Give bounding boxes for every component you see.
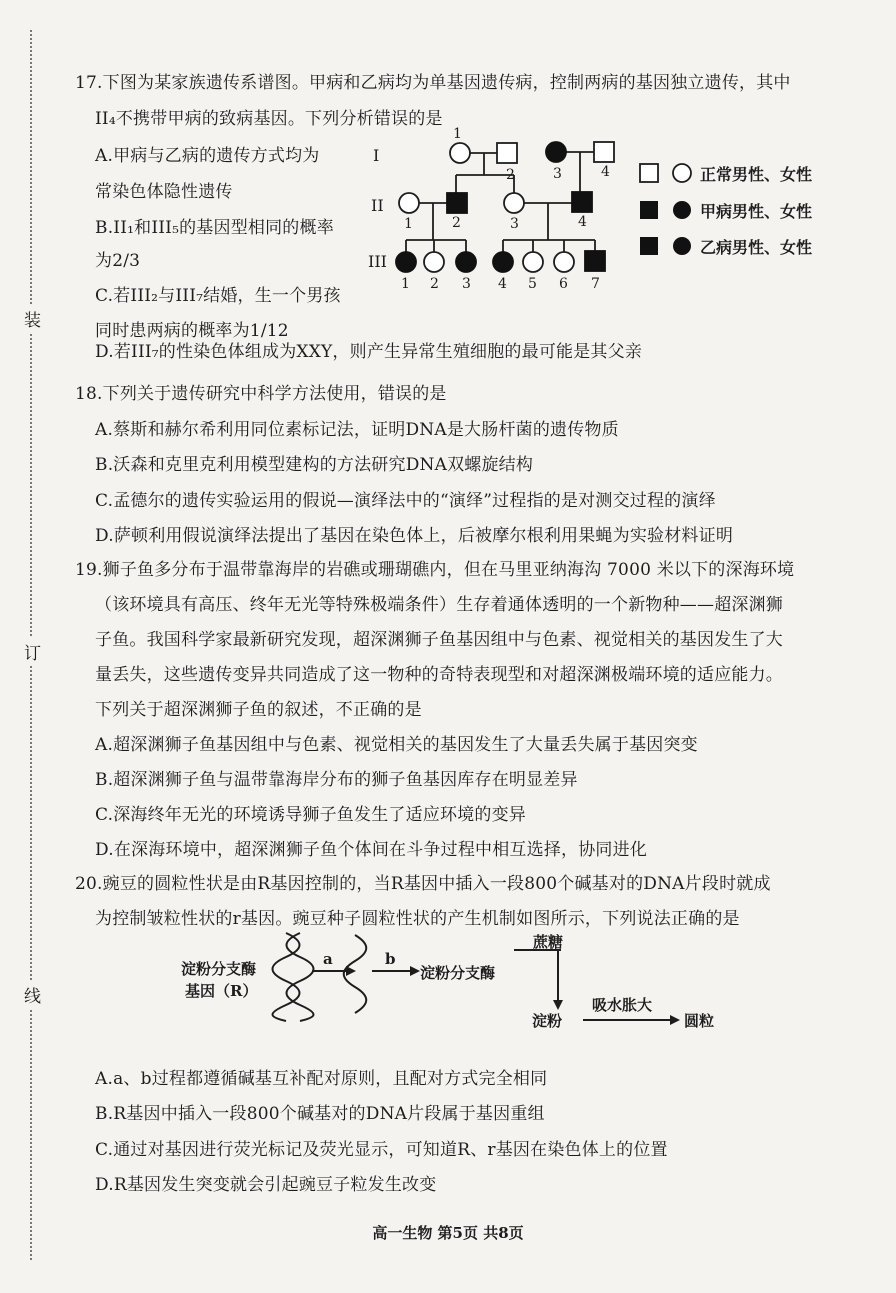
legend-yi-label: 乙病男性、女性: [700, 238, 813, 257]
q18-option-c: C.孟德尔的遗传实验运用的假说—演绎法中的“演绎”过程指的是对测交过程的演绎: [95, 491, 716, 511]
q17-option-b-line-1: B.II₁和III₅的基因型相同的概率: [95, 218, 334, 238]
pedigree-gen-I: I: [373, 146, 380, 165]
pedigree-I-num-4: 4: [601, 164, 610, 180]
q17-option-b-line-2: 为2/3: [95, 251, 141, 271]
pedigree-I-num-3: 3: [553, 166, 562, 182]
page-footer: 高一生物 第5页 共8页: [372, 1224, 524, 1242]
pedigree-III-num-1: 1: [401, 276, 410, 292]
diagram-gene-label-line-2: 基因（R）: [185, 982, 258, 1000]
pedigree-III-num-5: 5: [528, 276, 537, 292]
q18-option-d: D.萨顿利用假说演绎法提出了基因在染色体上，后被摩尔根利用果蝇为实验材料证明: [95, 526, 734, 546]
q17-option-a-line-1: A.甲病与乙病的遗传方式均为: [95, 146, 320, 166]
q19-option-a: A.超深渊狮子鱼基因组中与色素、视觉相关的基因发生了大量丢失属于基因突变: [95, 735, 698, 755]
q19-option-b: B.超深渊狮子鱼与温带靠海岸分布的狮子鱼基因库存在明显差异: [95, 770, 578, 790]
q18-stem: 18.下列关于遗传研究中科学方法使用，错误的是: [75, 384, 447, 404]
legend-jia-label: 甲病男性、女性: [700, 202, 813, 221]
pedigree-III-num-3: 3: [462, 276, 471, 292]
pedigree-II-num-1: 1: [404, 216, 413, 232]
diagram-sucrose: 蔗糖: [533, 933, 564, 951]
pedigree-II-num-2: 2: [452, 215, 461, 231]
q17-stem-line-1: 17.下图为某家族遗传系谱图。甲病和乙病均为单基因遗传病，控制两病的基因独立遗传，其中: [75, 73, 791, 93]
q20-stem-line-1: 20.豌豆的圆粒性状是由R基因控制的，当R基因中插入一段800个碱基对的DNA片段时就成: [75, 874, 771, 894]
pedigree-III-num-4: 4: [498, 276, 507, 292]
pedigree-II-num-3: 3: [510, 216, 519, 232]
q20-option-a: A.a、b过程都遵循碱基互补配对原则，且配对方式完全相同: [95, 1069, 548, 1089]
q17-stem-line-2: II₄不携带甲病的致病基因。下列分析错误的是: [95, 109, 443, 129]
pedigree-I-num-1: 1: [453, 126, 462, 142]
diagram-swell: 吸水胀大: [592, 996, 653, 1014]
pedigree-III-num-6: 6: [559, 276, 568, 292]
pedigree-gen-III: III: [368, 252, 387, 271]
q18-option-a: A.蔡斯和赫尔希利用同位素标记法，证明DNA是大肠杆菌的遗传物质: [95, 420, 619, 440]
q20-option-d: D.R基因发生突变就会引起豌豆子粒发生改变: [95, 1175, 437, 1195]
pedigree-II-num-4: 4: [578, 214, 587, 230]
q19-option-c: C.深海终年无光的环境诱导狮子鱼发生了适应环境的变异: [95, 805, 527, 825]
margin-char-zhuang: 装: [24, 304, 41, 333]
q20-option-b: B.R基因中插入一段800个碱基对的DNA片段属于基因重组: [95, 1104, 545, 1124]
pedigree-I-num-2: 2: [506, 167, 515, 183]
diagram-round-seed: 圆粒: [684, 1012, 715, 1030]
diagram-enzyme: 淀粉分支酶: [420, 964, 496, 982]
margin-char-xian: 线: [24, 980, 41, 1009]
diagram-process-a: a: [323, 950, 333, 968]
q20-option-c: C.通过对基因进行荧光标记及荧光显示，可知道R、r基因在染色体上的位置: [95, 1140, 668, 1160]
legend-normal-label: 正常男性、女性: [700, 165, 813, 184]
q17-option-c-line-1: C.若III₂与III₇结婚，生一个男孩: [95, 286, 341, 306]
q17-option-a-line-2: 常染色体隐性遗传: [95, 182, 233, 202]
q19-stem-line-2: （该环境具有高压、终年无光等特殊极端条件）生存着通体透明的一个新物种——超深渊狮: [95, 595, 783, 615]
diagram-gene-label-line-1: 淀粉分支酶: [181, 960, 257, 978]
pedigree-gen-II: II: [371, 196, 384, 215]
margin-char-ding: 订: [24, 637, 41, 666]
pedigree-III-num-7: 7: [591, 276, 600, 292]
q19-stem-line-4: 量丢失，这些遗传变异共同造成了这一物种的奇特表现型和对超深渊极端环境的适应能力。: [95, 665, 783, 685]
q20-stem-line-2: 为控制皱粒性状的r基因。豌豆种子圆粒性状的产生机制如图所示，下列说法正确的是: [95, 909, 740, 929]
pedigree-III-num-2: 2: [430, 276, 439, 292]
q19-stem-line-1: 19.狮子鱼多分布于温带靠海岸的岩礁或珊瑚礁内，但在马里亚纳海沟 7000 米以下的深海环境: [75, 560, 795, 580]
diagram-process-b: b: [385, 950, 396, 968]
q17-option-d: D.若III₇的性染色体组成为XXY，则产生异常生殖细胞的最可能是其父亲: [95, 342, 643, 362]
q18-option-b: B.沃森和克里克利用模型建构的方法研究DNA双螺旋结构: [95, 455, 534, 475]
q19-stem-line-5: 下列关于超深渊狮子鱼的叙述，不正确的是: [95, 700, 422, 720]
diagram-starch: 淀粉: [532, 1012, 563, 1030]
q19-stem-line-3: 子鱼。我国科学家最新研究发现，超深渊狮子鱼基因组中与色素、视觉相关的基因发生了大: [95, 630, 783, 650]
q17-option-c-line-2: 同时患两病的概率为1/12: [95, 321, 289, 341]
q19-option-d: D.在深海环境中，超深渊狮子鱼个体间在斗争过程中相互选择，协同进化: [95, 840, 648, 860]
